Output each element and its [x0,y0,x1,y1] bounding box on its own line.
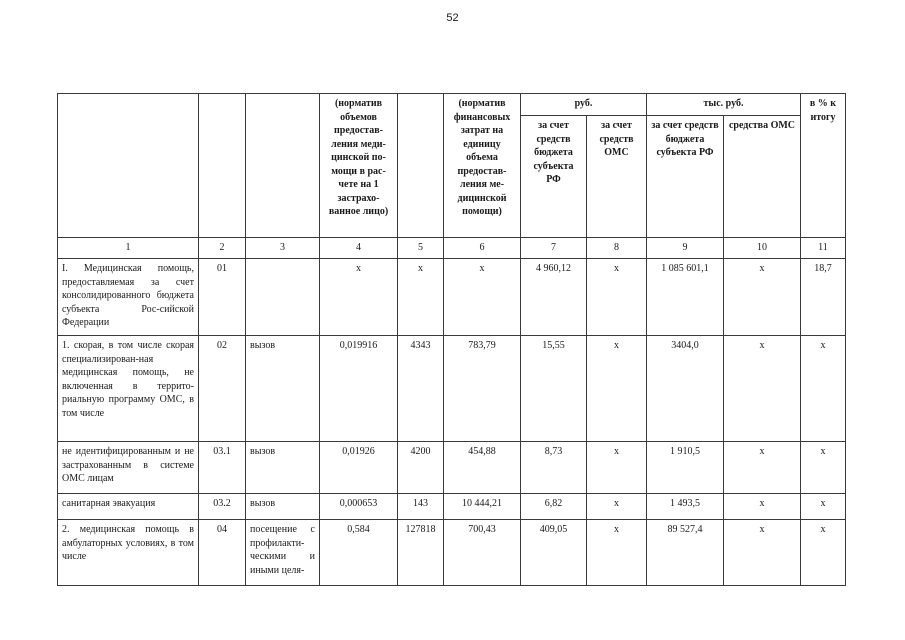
header-cell-1 [58,94,199,238]
row-thous-budget: 1 493,5 [647,494,724,520]
col-number: 4 [320,238,398,259]
column-number-row [58,238,846,259]
row-percent: 18,7 [801,259,846,336]
row-volume: 143 [398,494,444,520]
row-rub-oms: х [587,520,647,586]
header-row-top [58,94,846,116]
row-thous-budget: 89 527,4 [647,520,724,586]
row-volume-norm: х [320,259,398,336]
col-number: 3 [246,238,320,259]
row-rub-oms: х [587,336,647,442]
row-description: 1. скорая, в том числе скорая специализирован-ная медицинская помощь, не включенная в террито-риальную программу ОМС, в том числе [58,336,199,442]
row-unit: вызов [246,494,320,520]
row-volume: 4343 [398,336,444,442]
row-code: 03.1 [199,442,246,494]
row-percent: х [801,442,846,494]
row-cost-norm: х [444,259,521,336]
col-number: 6 [444,238,521,259]
row-cost-norm: 10 444,21 [444,494,521,520]
row-volume: 4200 [398,442,444,494]
row-unit: вызов [246,336,320,442]
row-cost-norm: 700,43 [444,520,521,586]
row-thous-oms: х [724,520,801,586]
row-code: 01 [199,259,246,336]
header-cell-6: (норматив финансовых затрат на единицу объема предостав-ления ме-дицинской помощи) [444,94,521,238]
col-number: 9 [647,238,724,259]
row-description: не идентифицированным и не застрахованным в системе ОМС лицам [58,442,199,494]
col-number: 7 [521,238,587,259]
col-number: 11 [801,238,846,259]
table-row [58,520,846,586]
header-cell-8: за счет средств ОМС [587,116,647,238]
row-rub-budget: 8,73 [521,442,587,494]
data-table [57,93,846,586]
row-percent: х [801,336,846,442]
header-cell-3 [246,94,320,238]
row-volume: 127818 [398,520,444,586]
row-unit: вызов [246,442,320,494]
row-code: 02 [199,336,246,442]
row-rub-budget: 15,55 [521,336,587,442]
row-code: 04 [199,520,246,586]
page-number: 52 [446,12,459,24]
table-row [58,494,846,520]
row-cost-norm: 454,88 [444,442,521,494]
header-cell-11: в % к итогу [801,94,846,238]
row-rub-budget: 4 960,12 [521,259,587,336]
header-cell-4: (норматив объемов предостав-ления меди-цинской по-мощи в рас-чете на 1 застрахо-ванное лицо) [320,94,398,238]
header-group-thous-rub: тыс. руб. [647,94,801,116]
table-row [58,336,846,442]
row-cost-norm: 783,79 [444,336,521,442]
row-rub-oms: х [587,442,647,494]
col-number: 8 [587,238,647,259]
row-volume: х [398,259,444,336]
row-description: санитарная эвакуация [58,494,199,520]
row-description: 2. медицинская помощь в амбулаторных условиях, в том числе [58,520,199,586]
row-thous-oms: х [724,259,801,336]
row-rub-budget: 6,82 [521,494,587,520]
row-thous-oms: х [724,336,801,442]
header-cell-5 [398,94,444,238]
row-thous-budget: 1 085 601,1 [647,259,724,336]
col-number: 5 [398,238,444,259]
header-cell-9: за счет средств бюджета субъекта РФ [647,116,724,238]
col-number: 2 [199,238,246,259]
row-volume-norm: 0,584 [320,520,398,586]
row-code: 03.2 [199,494,246,520]
row-thous-budget: 1 910,5 [647,442,724,494]
row-thous-oms: х [724,494,801,520]
table-row [58,259,846,336]
header-cell-10: средства ОМС [724,116,801,238]
header-group-rub: руб. [521,94,647,116]
header-cell-7: за счет средств бюджета субъекта РФ [521,116,587,238]
row-unit [246,259,320,336]
col-number: 1 [58,238,199,259]
row-volume-norm: 0,01926 [320,442,398,494]
table-row [58,442,846,494]
row-percent: х [801,494,846,520]
row-thous-oms: х [724,442,801,494]
row-rub-oms: х [587,259,647,336]
row-description: I. Медицинская помощь, предоставляемая за счет консолидированного бюджета субъекта Рос-сийской Федерации [58,259,199,336]
row-thous-budget: 3404,0 [647,336,724,442]
row-percent: х [801,520,846,586]
row-rub-oms: х [587,494,647,520]
col-number: 10 [724,238,801,259]
row-unit: посещение с профилакти-ческими и иными целя- [246,520,320,586]
row-volume-norm: 0,000653 [320,494,398,520]
row-rub-budget: 409,05 [521,520,587,586]
header-cell-2 [199,94,246,238]
row-volume-norm: 0,019916 [320,336,398,442]
